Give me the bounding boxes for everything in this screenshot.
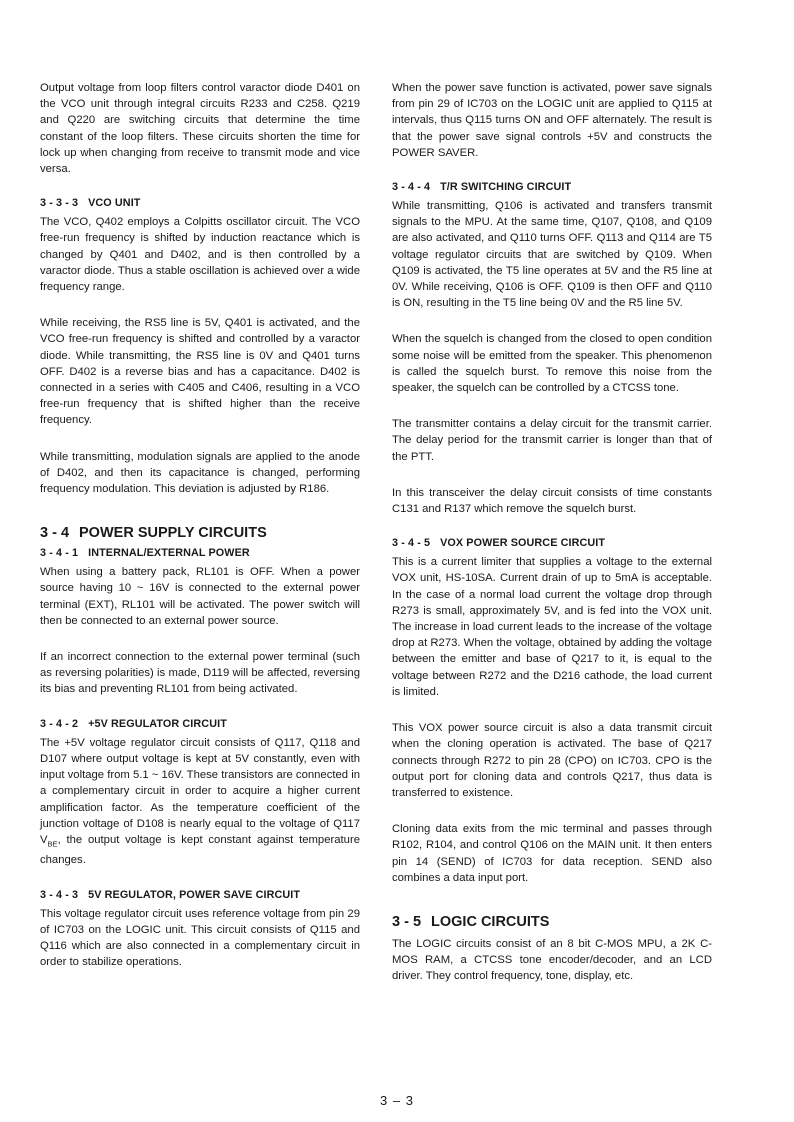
section-heading-3-5 [392, 914, 712, 930]
section-number: 3 - 4 - 1 [40, 547, 79, 560]
section-title: 5V REGULATOR, POWER SAVE CIRCUIT [88, 888, 301, 901]
paragraph: This voltage regulator circuit uses reference voltage from pin 29 of IC703 on the LOGIC unit. This circuit consists of Q115 and Q116 which are also connected in a complementary circuit in order to stabilize operations. [40, 907, 360, 969]
paragraph: The transmitter contains a delay circuit for the transmit carrier. The delay period for the transmit carrier is longer than that of the PTT. [392, 418, 712, 463]
paragraph: The VCO, Q402 employs a Colpitts oscillator circuit. The VCO free-run frequency is shifted by induction reactance which is changed by Q401 and D402, and is then controlled by a varactor diode. Thus a stable oscillation is achieved over a wide frequency range. [40, 216, 360, 294]
section-heading-3-4-1 [40, 547, 360, 559]
paragraph: Output voltage from loop filters control varactor diode D401 on the VCO unit through integral circuits R233 and C258. Q219 and Q220 are switching circuits that determine the time constant of the loop filters. These circuits shorten the time for lock up when changing from receive to transmit mode and vice versa. [40, 82, 360, 176]
right-column [392, 80, 712, 1005]
subscript: BE [47, 839, 58, 849]
section-title: VCO UNIT [88, 197, 141, 210]
section-number: 3 - 4 [40, 525, 70, 542]
section-title: LOGIC CIRCUITS [431, 913, 550, 930]
section-heading-3-4-5 [392, 537, 712, 549]
section-number: 3 - 4 - 2 [40, 717, 79, 730]
section-heading-3-3-3 [40, 197, 360, 209]
paragraph: When the power save function is activated, power save signals from pin 29 of IC703 on the LOGIC unit are applied to Q115 at intervals, thus Q115 turns ON and OFF alternately. The result is that the power save signal controls +5V and constructs the POWER SAVER. [392, 82, 712, 159]
paragraph: This is a current limiter that supplies a voltage to the external VOX unit, HS-10SA. Current drain of up to 5mA is acceptable. In the case of a normal load current the voltage drop through R273 is small, approximately 5V, and is fed into the VOX unit. The increase in load current leads to the increase of the voltage drop at R273. When the voltage, obtained by adding the voltage between the emitter and base of Q217 to it, is equal to the voltage between R272 and the D216 cathode, the load current is limited. [392, 556, 712, 698]
section-title: INTERNAL/EXTERNAL POWER [88, 547, 250, 560]
paragraph: The LOGIC circuits consist of an 8 bit C-MOS MPU, a 2K C-MOS RAM, a CTCSS tone encoder/decoder, and an LCD driver. They control frequency, tone, display, etc. [392, 937, 712, 983]
paragraph: If an incorrect connection to the external power terminal (such as reversing polarities) is made, D119 will be affected, reversing its bias and preventing RL101 from being activated. [40, 651, 360, 696]
paragraph: Cloning data exits from the mic terminal and passes through R102, R104, and control Q106 on the MAIN unit. It then enters pin 14 (SEND) of IC703 for data reception. SEND also combines a data input port. [392, 823, 712, 884]
text-run: , the output voltage is kept constant against temperature changes. [40, 833, 360, 867]
section-title: VOX POWER SOURCE CIRCUIT [440, 537, 606, 550]
section-heading-3-4 [40, 525, 360, 541]
section-number: 3 - 4 - 4 [392, 181, 431, 194]
paragraph: When using a battery pack, RL101 is OFF. When a power source having 10 ~ 16V is connected to the external power terminal (EXT), RL101 will be activated. The power switch will then be connected to an external power source. [40, 566, 360, 627]
paragraph: While receiving, the RS5 line is 5V, Q401 is activated, and the VCO free-run frequency is shifted and controlled by a varactor diode. While transmitting, the RS5 line is 0V and Q401 turns OFF. D402 is a reverse bias and has a capacitance. D402 is connected in a series with C405 and C406, resulting in a VCO free-run frequency that is shifted higher than the receive frequency. [40, 317, 360, 427]
page-number: 3 – 3 [380, 1093, 414, 1108]
section-number: 3 - 4 - 5 [392, 537, 431, 550]
section-number: 3 - 3 - 3 [40, 197, 79, 210]
section-title: T/R SWITCHING CIRCUIT [440, 181, 572, 194]
section-heading-3-4-3 [40, 889, 360, 901]
section-number: 3 - 4 - 3 [40, 888, 79, 901]
section-heading-3-4-2 [40, 718, 360, 730]
left-column [40, 80, 360, 990]
section-title: +5V REGULATOR CIRCUIT [88, 717, 227, 730]
paragraph [40, 735, 360, 869]
paragraph: In this transceiver the delay circuit consists of time constants C131 and R137 which remove the squelch burst. [392, 486, 712, 516]
section-number: 3 - 5 [392, 913, 422, 930]
paragraph: When the squelch is changed from the closed to open condition some noise will be emitted from the speaker. This phenomenon is called the squelch burst. To remove this noise from the speaker, the squelch can be controlled by a CTCSS tone. [392, 333, 712, 395]
text-run: The +5V voltage regulator circuit consists of Q117, Q118 and D107 where output voltage is kept at 5V constantly, even with input voltage from 5.1 ~ 16V. These transistors are connected in a complementary circuit in order to acquire a higher current amplification factor. As the temperature coefficient of the junction voltage of D108 is nearly equal to the voltage of Q117 V [40, 736, 360, 846]
section-heading-3-4-4 [392, 181, 712, 193]
paragraph: While transmitting, modulation signals are applied to the anode of D402, and then its capacitance is changed, performing frequency modulation. This deviation is adjusted by R186. [40, 450, 360, 496]
section-title: POWER SUPPLY CIRCUITS [79, 525, 267, 542]
paragraph: While transmitting, Q106 is activated and transfers transmit signals to the MPU. At the same time, Q107, Q108, and Q109 are also activated, and Q110 turns OFF. Q113 and Q114 are T5 voltage regulator circuits that are switched by Q109. When Q109 is activated, the T5 line operates at 5V and the R5 line at 0V. While receiving, Q106 is OFF. Q109 is then OFF and Q110 is ON, resulting in the T5 line being 0V and the R5 line 5V. [392, 200, 712, 310]
paragraph: This VOX power source circuit is also a data transmit circuit when the cloning operation is activated. The base of Q217 connects through R272 to pin 28 (CPO) on IC703. CPO is the output port for cloning data and controls Q217, thus data is transferred to existence. [392, 722, 712, 799]
